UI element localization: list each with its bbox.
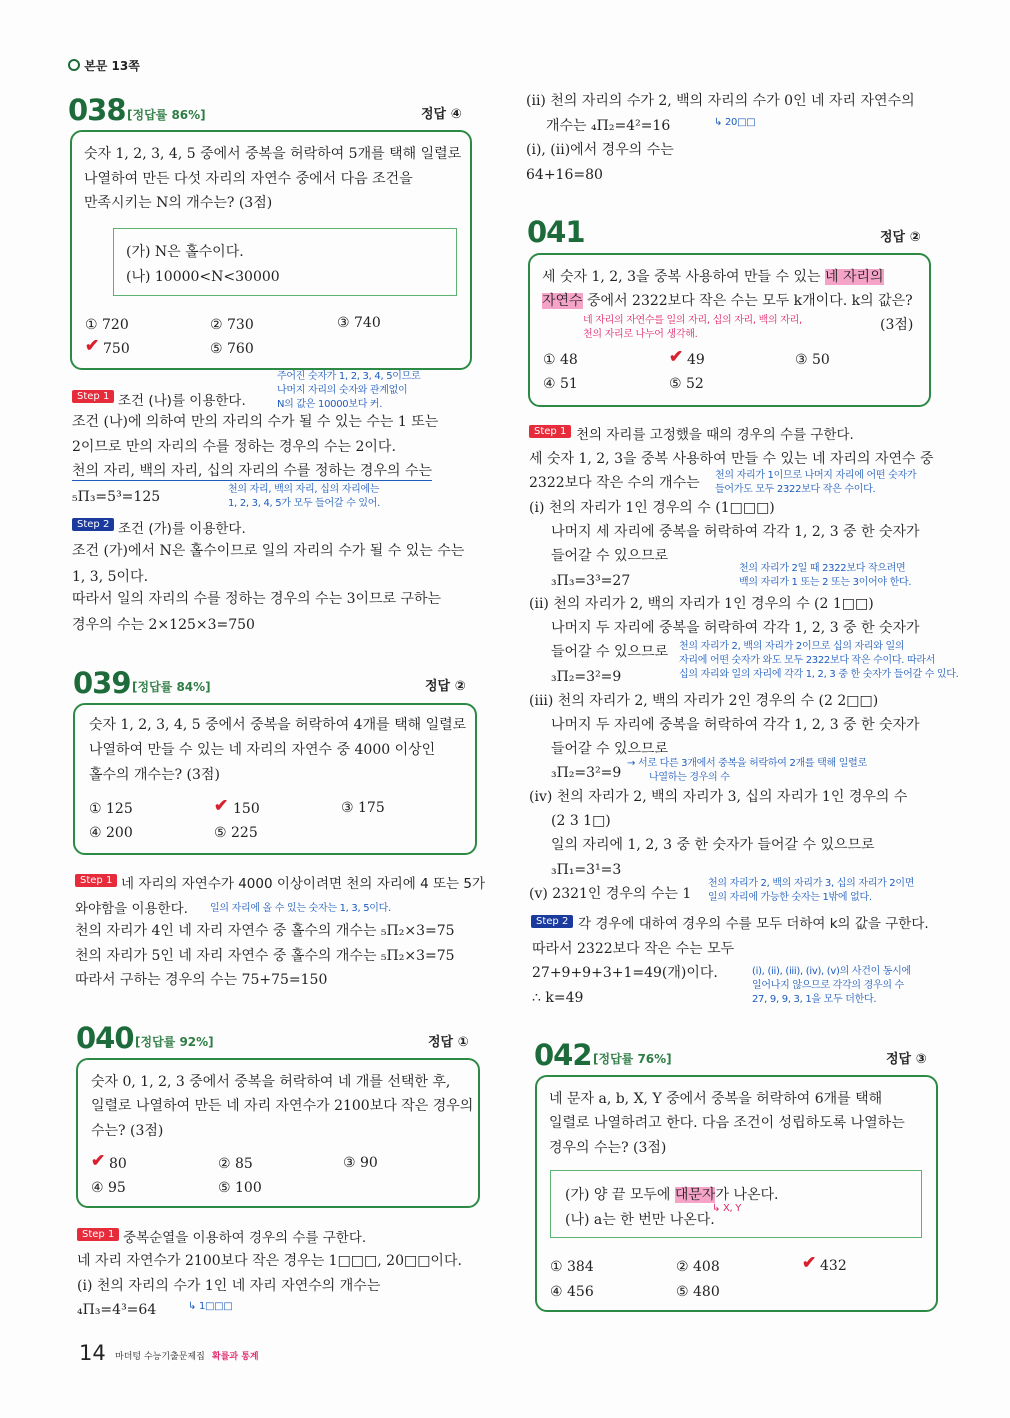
solution-text: 따라서 구하는 경우의 수는 75+75=150 (75, 972, 328, 988)
step-badge: Step 1 (72, 390, 114, 403)
annotation: 천의 자리가 1이므로 나머지 자리에 어떤 숫자가 들어가도 모두 2322보다 작은 수이다. (715, 470, 917, 495)
solution-text: 1, 3, 5이다. (72, 569, 149, 585)
solution-text: (i) 천의 자리가 1인 경우의 수 (1□□□) (529, 500, 775, 516)
subject-title: 확률과 통계 (212, 1352, 259, 1362)
solution-text: 27+9+9+3+1=49(개)이다. (532, 965, 718, 981)
choice: ② 85 (218, 1156, 253, 1172)
condition-text: (가) N은 홀수이다. (126, 244, 244, 260)
annotation: ↳ 1□□□ (188, 1301, 233, 1312)
solution-text: 천의 자리, 백의 자리, 십의 자리의 수를 정하는 경우의 수는 (72, 463, 433, 479)
solution-text: 들어갈 수 있으므로 (551, 741, 669, 757)
points: (3점) (880, 317, 914, 333)
step-badge: Step 1 (77, 1228, 119, 1241)
book-title: 마더텅 수능기출문제집 (115, 1352, 205, 1362)
page-reference-label: 본문 13쪽 (84, 59, 140, 73)
step-badge: Step 1 (529, 425, 571, 438)
page-number: 14 (79, 1341, 106, 1365)
question-text: 숫자 0, 1, 2, 3 중에서 중복을 허락하여 네 개를 선택한 후, (91, 1074, 451, 1090)
answer-label: 정답 ② (425, 679, 466, 694)
choice: ① 48 (543, 352, 578, 368)
choice: ① 125 (89, 801, 133, 817)
choice: ① 720 (85, 317, 129, 333)
correct-rate: [정답률 92%] (135, 1035, 214, 1049)
solution-text: 일의 자리에 1, 2, 3 중 한 숫자가 들어갈 수 있으므로 (551, 837, 875, 853)
choice: ④ 200 (89, 825, 133, 841)
question-text: 숫자 1, 2, 3, 4, 5 중에서 중복을 허락하여 5개를 택해 일렬로 (84, 146, 462, 162)
question-text: 나열하여 만든 다섯 자리의 자연수 중에서 다음 조건을 (84, 171, 413, 187)
correct-rate: [정답률 84%] (132, 680, 211, 694)
choice-correct: 750 (103, 341, 130, 357)
solution-text: ₃Π₃=3³=27 (551, 573, 631, 589)
choice: ⑤ 100 (218, 1180, 262, 1196)
annotation: 주어진 숫자가 1, 2, 3, 4, 5이므로 나머지 자리의 숫자와 관계없이 N의 값은 10000보다 커. (277, 371, 421, 410)
problem-number: 040 (76, 1021, 134, 1055)
annotation: 천의 자리가 2, 백의 자리가 3, 십의 자리가 2이면 일의 자리에 가능한 숫자는 1밖에 없다. (708, 878, 915, 903)
step-title: 조건 (나)를 이용한다. (118, 393, 246, 409)
solution-text: 들어갈 수 있으므로 (551, 644, 669, 660)
step-title: 천의 자리를 고정했을 때의 경우의 수를 구한다. (576, 427, 854, 443)
solution-text: ₄Π₃=4³=64 (77, 1302, 157, 1318)
problem-number: 038 (68, 93, 126, 127)
check-mark-icon: ✔ (85, 336, 100, 356)
solution-text: (iii) 천의 자리가 2, 백의 자리가 2인 경우의 수 (2 2□□) (529, 693, 879, 709)
highlight: 대문자 (674, 1187, 716, 1203)
choice: ⑤ 760 (210, 341, 254, 357)
choice: ④ 456 (550, 1284, 594, 1300)
question-text: 네 문자 a, b, X, Y 중에서 중복을 허락하여 6개를 택해 (549, 1091, 883, 1107)
choice-correct: 80 (109, 1156, 127, 1172)
solution-text: 2322보다 작은 수의 개수는 (529, 475, 700, 491)
question-text: 일렬로 나열하려고 한다. 다음 조건이 성립하도록 나열하는 (549, 1115, 905, 1131)
solution-text: (i) 천의 자리의 수가 1인 네 자리 자연수의 개수는 (77, 1278, 381, 1294)
choice: ③ 90 (343, 1155, 378, 1171)
step-title: 와야함을 이용한다. (75, 901, 188, 917)
annotation: 일의 자리에 올 수 있는 숫자는 1, 3, 5이다. (210, 903, 391, 914)
solution-text: 천의 자리가 5인 네 자리 자연수 중 홀수의 개수는 ₅Π₂×3=75 (75, 948, 455, 964)
choice-correct: 432 (820, 1258, 847, 1274)
solution-text: 64+16=80 (526, 167, 603, 183)
highlight: 네 자리의 (824, 269, 884, 285)
solution-text: ₃Π₁=3¹=3 (551, 862, 622, 878)
solution-text: 2이므로 만의 자리의 수를 정하는 경우의 수는 2이다. (72, 439, 396, 455)
annotation: ↳ X, Y (712, 1203, 742, 1214)
solution-text: 세 숫자 1, 2, 3을 중복 사용하여 만들 수 있는 네 자리의 자연수 중 (529, 451, 934, 467)
solution-text: 네 자리 자연수가 2100보다 작은 경우는 1□□□, 20□□이다. (77, 1253, 462, 1269)
condition-text: (나) a는 한 번만 나온다. (565, 1212, 715, 1228)
question-text: 만족시키는 N의 개수는? (3점) (84, 195, 273, 211)
solution-text: 조건 (가)에서 N은 홀수이므로 일의 자리의 수가 될 수 있는 수는 (72, 543, 465, 559)
choice: ④ 95 (91, 1180, 126, 1196)
choice: ① 384 (550, 1259, 594, 1275)
choice: ④ 51 (543, 376, 578, 392)
solution-text: (2 3 1□) (551, 813, 611, 829)
choice: ③ 175 (341, 800, 385, 816)
choice: ② 408 (676, 1259, 720, 1275)
problem-number: 041 (527, 215, 585, 249)
solution-text: 나머지 두 자리에 중복을 허락하여 각각 1, 2, 3 중 한 숫자가 (551, 717, 920, 733)
condition-text: (가) 양 끝 모두에 대문자가 나온다. (565, 1187, 779, 1203)
page-reference (68, 57, 140, 74)
problem-number: 042 (534, 1038, 592, 1072)
check-mark-icon: ✔ (802, 1253, 817, 1273)
annotation: 천의 자리가 2일 때 2322보다 작으려면 백의 자리가 1 또는 2 또는 3이어야 한다. (739, 563, 912, 588)
solution-text: ₃Π₂=3²=9 (551, 765, 622, 781)
solution-text: 나머지 두 자리에 중복을 허락하여 각각 1, 2, 3 중 한 숫자가 (551, 620, 920, 636)
choice: ② 730 (210, 317, 254, 333)
solution-text: (i), (ii)에서 경우의 수는 (526, 142, 674, 158)
circle-icon (68, 59, 80, 71)
solution-text: 따라서 2322보다 작은 수는 모두 (532, 941, 735, 957)
question-text: 일렬로 나열하여 만든 네 자리 자연수가 2100보다 작은 경우의 (91, 1098, 474, 1114)
annotation: → 서로 다른 3개에서 중복을 허락하여 2개를 택해 일렬로 나열하는 경우의 수 (627, 758, 867, 783)
question-text: 나열하여 만들 수 있는 네 자리의 자연수 중 4000 이상인 (89, 742, 436, 758)
question-text: 경우의 수는? (3점) (549, 1140, 667, 1156)
solution-text: (ii) 천의 자리의 수가 2, 백의 자리의 수가 0인 네 자리 자연수의 (526, 93, 915, 109)
problem-number: 039 (73, 666, 131, 700)
solution-text: 경우의 수는 2×125×3=750 (72, 617, 255, 633)
solution-text: 개수는 ₄Π₂=4²=16 (546, 118, 671, 134)
choice: ⑤ 225 (214, 825, 258, 841)
step-badge: Step 1 (75, 874, 117, 887)
choice-correct: 150 (233, 801, 260, 817)
annotation: 네 자리의 자연수를 일의 자리, 십의 자리, 백의 자리, 천의 자리로 나누어 생각해. (583, 315, 802, 340)
question-text: 수는? (3점) (91, 1123, 164, 1139)
annotation: (i), (ii), (iii), (iv), (v)의 사건이 동시에 일어나지 않으므로 각각의 경우의 수 27, 9, 9, 3, 1을 모두 더한다. (752, 966, 911, 1005)
choice: ③ 50 (795, 352, 830, 368)
choice-correct: 49 (687, 352, 705, 368)
step-title: 네 자리의 자연수가 4000 이상이려면 천의 자리에 4 또는 5가 (121, 876, 486, 892)
step-title: 조건 (가)를 이용한다. (118, 521, 246, 537)
question-text: 세 숫자 1, 2, 3을 중복 사용하여 만들 수 있는 네 자리의 (542, 269, 884, 285)
check-mark-icon: ✔ (669, 347, 684, 367)
step-badge: Step 2 (72, 518, 114, 531)
choice: ⑤ 52 (669, 376, 704, 392)
check-mark-icon: ✔ (91, 1151, 106, 1171)
question-text: 홀수의 개수는? (3점) (89, 767, 220, 783)
correct-rate: [정답률 76%] (593, 1052, 672, 1066)
solution-text: (ii) 천의 자리가 2, 백의 자리가 1인 경우의 수 (2 1□□) (529, 596, 874, 612)
highlight: 자연수 (542, 293, 583, 309)
solution-text: 따라서 일의 자리의 수를 정하는 경우의 수는 3이므로 구하는 (72, 591, 442, 607)
solution-text: ₅Π₃=5³=125 (72, 489, 161, 505)
question-text: 숫자 1, 2, 3, 4, 5 중에서 중복을 허락하여 4개를 택해 일렬로 (89, 717, 467, 733)
choice: ③ 740 (337, 315, 381, 331)
solution-text: ∴ k=49 (532, 990, 584, 1006)
solution-text: 천의 자리가 4인 네 자리 자연수 중 홀수의 개수는 ₅Π₂×3=75 (75, 923, 455, 939)
choice: ⑤ 480 (676, 1284, 720, 1300)
step-title: 각 경우에 대하여 경우의 수를 모두 더하여 k의 값을 구한다. (578, 916, 929, 932)
answer-label: 정답 ② (880, 230, 921, 245)
solution-text: (v) 2321인 경우의 수는 1 (529, 886, 692, 902)
correct-rate: [정답률 86%] (127, 108, 206, 122)
annotation: 천의 자리, 백의 자리, 십의 자리에는 1, 2, 3, 4, 5가 모두 들어갈 수 있어. (228, 484, 380, 509)
answer-label: 정답 ① (428, 1035, 469, 1050)
annotation: ↳ 20□□ (714, 117, 756, 128)
check-mark-icon: ✔ (214, 796, 229, 816)
annotation: 천의 자리가 2, 백의 자리가 2이므로 십의 자리와 일의 자리에 어떤 숫자가 와도 모두 2322보다 작은 수이다. 따라서 십의 자리와 일의 자리에 각각 1, 2, 3 중 한 숫자가 들어갈 수 있다. (679, 641, 959, 680)
solution-text: 조건 (나)에 의하여 만의 자리의 수가 될 수 있는 수는 1 또는 (72, 414, 439, 430)
question-text: 자연수 중에서 2322보다 작은 수는 모두 k개이다. k의 값은? (542, 293, 913, 309)
answer-label: 정답 ③ (886, 1052, 927, 1067)
solution-text: 나머지 세 자리에 중복을 허락하여 각각 1, 2, 3 중 한 숫자가 (551, 524, 920, 540)
step-title: 중복순열을 이용하여 경우의 수를 구한다. (123, 1230, 367, 1246)
solution-text: ₃Π₂=3²=9 (551, 669, 622, 685)
step-badge: Step 2 (531, 915, 573, 928)
condition-text: (나) 10000<N<30000 (126, 269, 280, 285)
solution-text: 들어갈 수 있으므로 (551, 548, 669, 564)
answer-label: 정답 ④ (421, 107, 462, 122)
solution-text: (iv) 천의 자리가 2, 백의 자리가 3, 십의 자리가 1인 경우의 수 (529, 789, 908, 805)
